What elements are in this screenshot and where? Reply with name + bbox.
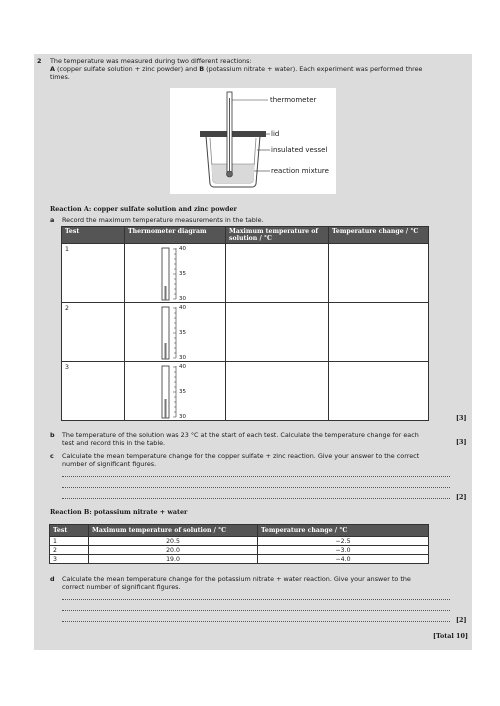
test-number: 3 — [62, 362, 125, 421]
question-number: 2 — [37, 57, 42, 65]
label-b: B — [199, 65, 205, 73]
table-row — [62, 362, 429, 421]
answer-line[interactable] — [62, 621, 450, 622]
mark-c: [2] — [456, 493, 467, 501]
mark-a: [3] — [456, 414, 467, 422]
scale-35: 35 — [179, 271, 186, 277]
intro-line-3: times. — [50, 73, 70, 81]
header-max-temperature: Maximum temperature of solution / °C — [89, 525, 258, 537]
part-c-line-2: number of significant figures. — [62, 460, 157, 468]
label-reaction-mixture: reaction mixture — [271, 167, 329, 175]
temperature-change-answer-3[interactable] — [329, 362, 429, 421]
reaction-a-table — [61, 226, 429, 421]
max-temperature-value: 20.0 — [89, 546, 258, 555]
label-lid: lid — [271, 130, 280, 138]
part-c-line-1: Calculate the mean temperature change for the copper sulfate + zinc reaction. Give your answer to the correct — [62, 452, 420, 460]
header-test: Test — [50, 525, 89, 537]
test-number: 1 — [50, 537, 89, 546]
part-b-line-1: The temperature of the solution was 23 °C at the start of each test. Calculate the temperature change for each — [62, 431, 419, 439]
intro-text-b: (potassium nitrate + water). Each experiment was performed three — [204, 65, 423, 73]
scale-30: 30 — [179, 355, 186, 361]
mark-d: [2] — [456, 616, 467, 624]
answer-line[interactable] — [62, 599, 450, 600]
scale-30: 30 — [179, 414, 186, 420]
reaction-a-heading: Reaction A: copper sulfate solution and zinc powder — [50, 205, 237, 213]
max-temperature-value: 20.5 — [89, 537, 258, 546]
temperature-change-value: −2.5 — [258, 537, 429, 546]
temperature-change-answer-1[interactable] — [329, 244, 429, 303]
max-temperature-value: 19.0 — [89, 555, 258, 564]
intro-text-a: (copper sulfate solution + zinc powder) and — [54, 65, 200, 73]
answer-line[interactable] — [62, 476, 450, 477]
label-thermometer: thermometer — [270, 96, 317, 104]
part-c-letter: c — [50, 452, 54, 460]
thermometer-cell — [125, 362, 226, 421]
table-row — [62, 303, 429, 362]
scale-40: 40 — [179, 305, 186, 311]
table-row — [50, 537, 429, 546]
part-d-letter: d — [50, 575, 55, 583]
part-b-letter: b — [50, 431, 55, 439]
max-temperature-answer-2[interactable] — [226, 303, 329, 362]
label-insulated-vessel: insulated vessel — [271, 146, 328, 154]
max-temperature-answer-3[interactable] — [226, 362, 329, 421]
reaction-b-table — [49, 524, 429, 564]
part-a-text: Record the maximum temperature measurements in the table. — [62, 216, 264, 224]
header-temperature-change: Temperature change / °C — [329, 227, 429, 244]
scale-30: 30 — [179, 296, 186, 302]
scale-40: 40 — [179, 364, 186, 370]
part-d-line-2: correct number of significant figures. — [62, 583, 181, 591]
table-row — [50, 546, 429, 555]
table-row — [62, 244, 429, 303]
answer-line[interactable] — [62, 487, 450, 488]
thermometer-diagram — [158, 246, 218, 301]
scale-35: 35 — [179, 389, 186, 395]
label-a: A — [50, 65, 55, 73]
header-test: Test — [62, 227, 125, 244]
temperature-change-value: −4.0 — [258, 555, 429, 564]
answer-line[interactable] — [62, 610, 450, 611]
apparatus-diagram — [170, 88, 336, 194]
temperature-change-answer-2[interactable] — [329, 303, 429, 362]
thermometer-cell — [125, 303, 226, 362]
total-marks: [Total 10] — [433, 632, 468, 640]
max-temperature-answer-1[interactable] — [226, 244, 329, 303]
thermometer-cell — [125, 244, 226, 303]
test-number: 2 — [62, 303, 125, 362]
header-max-temperature: Maximum temperature of solution / °C — [226, 227, 329, 244]
test-number: 1 — [62, 244, 125, 303]
test-number: 3 — [50, 555, 89, 564]
table-row — [50, 555, 429, 564]
part-d-line-1: Calculate the mean temperature change for the potassium nitrate + water reaction. Give your answer to the — [62, 575, 411, 583]
scale-40: 40 — [179, 246, 186, 252]
reaction-b-heading: Reaction B: potassium nitrate + water — [50, 508, 188, 516]
scale-35: 35 — [179, 330, 186, 336]
header-thermometer-diagram: Thermometer diagram — [125, 227, 226, 244]
intro-line-1: The temperature was measured during two different reactions: — [50, 57, 252, 65]
thermometer-diagram — [158, 364, 218, 419]
thermometer-diagram — [158, 305, 218, 360]
mark-b: [3] — [456, 438, 467, 446]
temperature-change-value: −3.0 — [258, 546, 429, 555]
header-temperature-change: Temperature change / °C — [258, 525, 429, 537]
part-b-line-2: test and record this in the table. — [62, 439, 166, 447]
answer-line[interactable] — [62, 498, 450, 499]
part-a-letter: a — [50, 216, 55, 224]
intro-line-2 — [50, 65, 423, 73]
test-number: 2 — [50, 546, 89, 555]
